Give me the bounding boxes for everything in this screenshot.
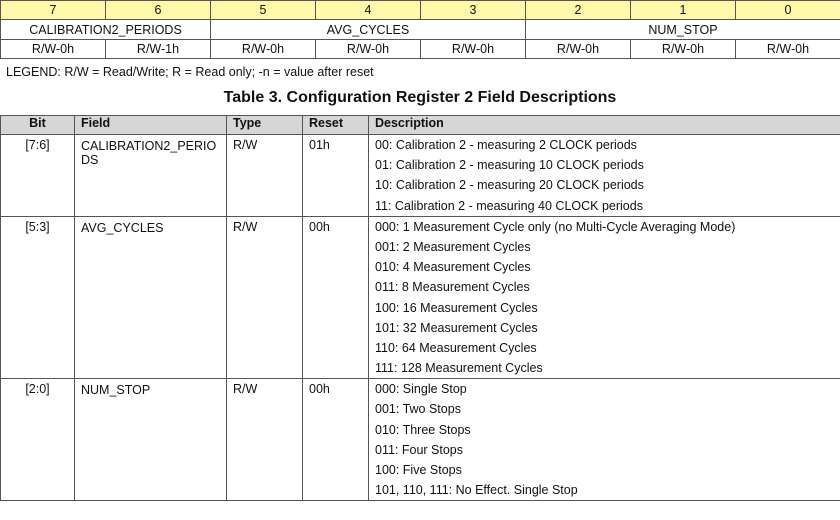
row-field: CALIBRATION2_PERIODS xyxy=(75,135,227,217)
bit-number: 6 xyxy=(106,1,211,20)
header-type: Type xyxy=(227,116,303,135)
description-line: 11: Calibration 2 - measuring 40 CLOCK periods xyxy=(375,198,643,213)
row-bit: [5:3] xyxy=(1,216,75,379)
row-type: R/W xyxy=(227,135,303,217)
description-line: 01: Calibration 2 - measuring 10 CLOCK periods xyxy=(375,158,644,173)
register-legend: LEGEND: R/W = Read/Write; R = Read only; -n = value after reset xyxy=(6,65,374,79)
reset-value-row xyxy=(1,40,840,59)
row-reset: 00h xyxy=(303,216,369,379)
description-line: 101, 110, 111: No Effect. Single Stop xyxy=(375,483,578,498)
bit-reset-value: R/W-1h xyxy=(106,40,211,59)
table-row xyxy=(1,216,840,379)
row-bit: [2:0] xyxy=(1,379,75,501)
description-line: 111: 128 Measurement Cycles xyxy=(375,361,543,376)
row-bit: [7:6] xyxy=(1,135,75,217)
table-title: Table 3. Configuration Register 2 Field Descriptions xyxy=(223,89,617,106)
register-field-name: CALIBRATION2_PERIODS xyxy=(1,20,211,40)
row-reset: 01h xyxy=(303,135,369,217)
description-line: 001: 2 Measurement Cycles xyxy=(375,239,531,254)
bit-reset-value: R/W-0h xyxy=(736,40,840,59)
bit-number: 1 xyxy=(631,1,736,20)
description-line: 110: 64 Measurement Cycles xyxy=(375,340,537,355)
description-line: 100: Five Stops xyxy=(375,463,462,477)
row-type: R/W xyxy=(227,216,303,379)
bit-reset-value: R/W-0h xyxy=(316,40,421,59)
description-line: 000: Single Stop xyxy=(375,382,467,397)
register-field-name: NUM_STOP xyxy=(526,20,840,40)
bit-number-row xyxy=(1,1,840,20)
row-description xyxy=(369,135,840,217)
table-header-row xyxy=(1,116,840,135)
header-reset: Reset xyxy=(303,116,369,135)
description-line: 001: Two Stops xyxy=(375,402,461,417)
bit-number: 3 xyxy=(421,1,526,20)
header-description: Description xyxy=(369,116,840,135)
table-row xyxy=(1,135,840,217)
bit-reset-value: R/W-0h xyxy=(1,40,106,59)
description-line: 011: 8 Measurement Cycles xyxy=(375,280,530,295)
row-type: R/W xyxy=(227,379,303,501)
row-description xyxy=(369,216,840,379)
description-line: 00: Calibration 2 - measuring 2 CLOCK periods xyxy=(375,138,637,152)
description-line: 10: Calibration 2 - measuring 20 CLOCK periods xyxy=(375,178,644,193)
description-line: 100: 16 Measurement Cycles xyxy=(375,300,538,315)
field-name-row xyxy=(1,20,840,40)
bit-number: 4 xyxy=(316,1,421,20)
bit-reset-value: R/W-0h xyxy=(526,40,631,59)
header-bit: Bit xyxy=(1,116,75,135)
row-field: AVG_CYCLES xyxy=(75,216,227,379)
description-line: 000: 1 Measurement Cycle only (no Multi-Cycle Averaging Mode) xyxy=(375,219,736,234)
field-descriptions-table xyxy=(0,115,840,501)
description-line: 010: Three Stops xyxy=(375,422,471,437)
row-reset: 00h xyxy=(303,379,369,501)
description-line: 101: 32 Measurement Cycles xyxy=(375,320,538,335)
bit-reset-value: R/W-0h xyxy=(211,40,316,59)
bit-number: 5 xyxy=(211,1,316,20)
description-line: 010: 4 Measurement Cycles xyxy=(375,260,531,275)
row-description xyxy=(369,379,840,501)
header-field: Field xyxy=(75,116,227,135)
bit-number: 0 xyxy=(736,1,840,20)
bit-number: 7 xyxy=(1,1,106,20)
bit-number: 2 xyxy=(526,1,631,20)
description-line: 011: Four Stops xyxy=(375,442,464,457)
bit-reset-value: R/W-0h xyxy=(631,40,736,59)
bit-reset-value: R/W-0h xyxy=(421,40,526,59)
register-field-name: AVG_CYCLES xyxy=(211,20,526,40)
register-bit-diagram xyxy=(0,0,840,59)
table-row xyxy=(1,379,840,501)
row-field: NUM_STOP xyxy=(75,379,227,501)
